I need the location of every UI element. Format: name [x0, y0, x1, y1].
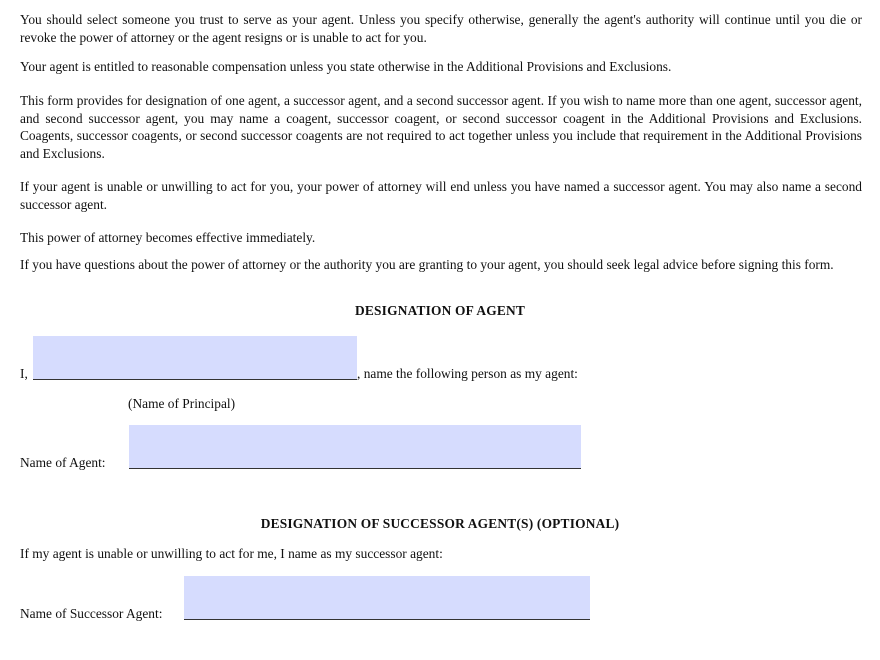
successor-intro: If my agent is unable or unwilling to act for me, I name as my successor agent: [20, 546, 443, 561]
successor-label: Name of Successor Agent: [20, 606, 163, 621]
paragraph-coagents: This form provides for designation of one agent, a successor agent, and a second successor agent. If you wish to name more than one agent, successor agent, and second successor agent, you may name a coagent, successor coagent, or second successor coagent in the Additional Provisions and Exclusions. Coagents, successor coagents, or second successor coagents are not required to act together unless you include that requirement in the Additional Provisions and Exclusions. [20, 93, 862, 161]
agent-label: Name of Agent: [20, 455, 106, 470]
principal-suffix-text: , name the following person as my agent: [357, 366, 578, 381]
paragraph-compensation: Your agent is entitled to reasonable compensation unless you state otherwise in the Additional Provisions and Exclusions. [20, 59, 672, 74]
principal-caption: (Name of Principal) [128, 396, 236, 411]
successor-name-field[interactable] [184, 576, 590, 620]
agent-name-field[interactable] [129, 425, 581, 469]
designation-of-successor-heading: DESIGNATION OF SUCCESSOR AGENT(S) (OPTIONAL) [260, 516, 620, 531]
principal-name-field[interactable] [33, 336, 357, 380]
paragraph-effective: This power of attorney becomes effective immediately. [20, 230, 316, 245]
paragraph-legal-advice: If you have questions about the power of attorney or the authority you are granting to your agent, you should seek legal advice before signing this form. [20, 257, 834, 272]
paragraph-successor-info: If your agent is unable or unwilling to act for you, your power of attorney will end unless you have named a successor agent. You may also name a second successor agent. [20, 179, 862, 212]
paragraph-agent-trust: You should select someone you trust to serve as your agent. Unless you specify otherwise, generally the agent's authority will continue until you die or revoke the power of attorney or the agent resigns or is unable to act for you. [20, 12, 862, 45]
principal-prefix: I, [20, 366, 28, 381]
designation-of-agent-heading: DESIGNATION OF AGENT [355, 303, 525, 318]
